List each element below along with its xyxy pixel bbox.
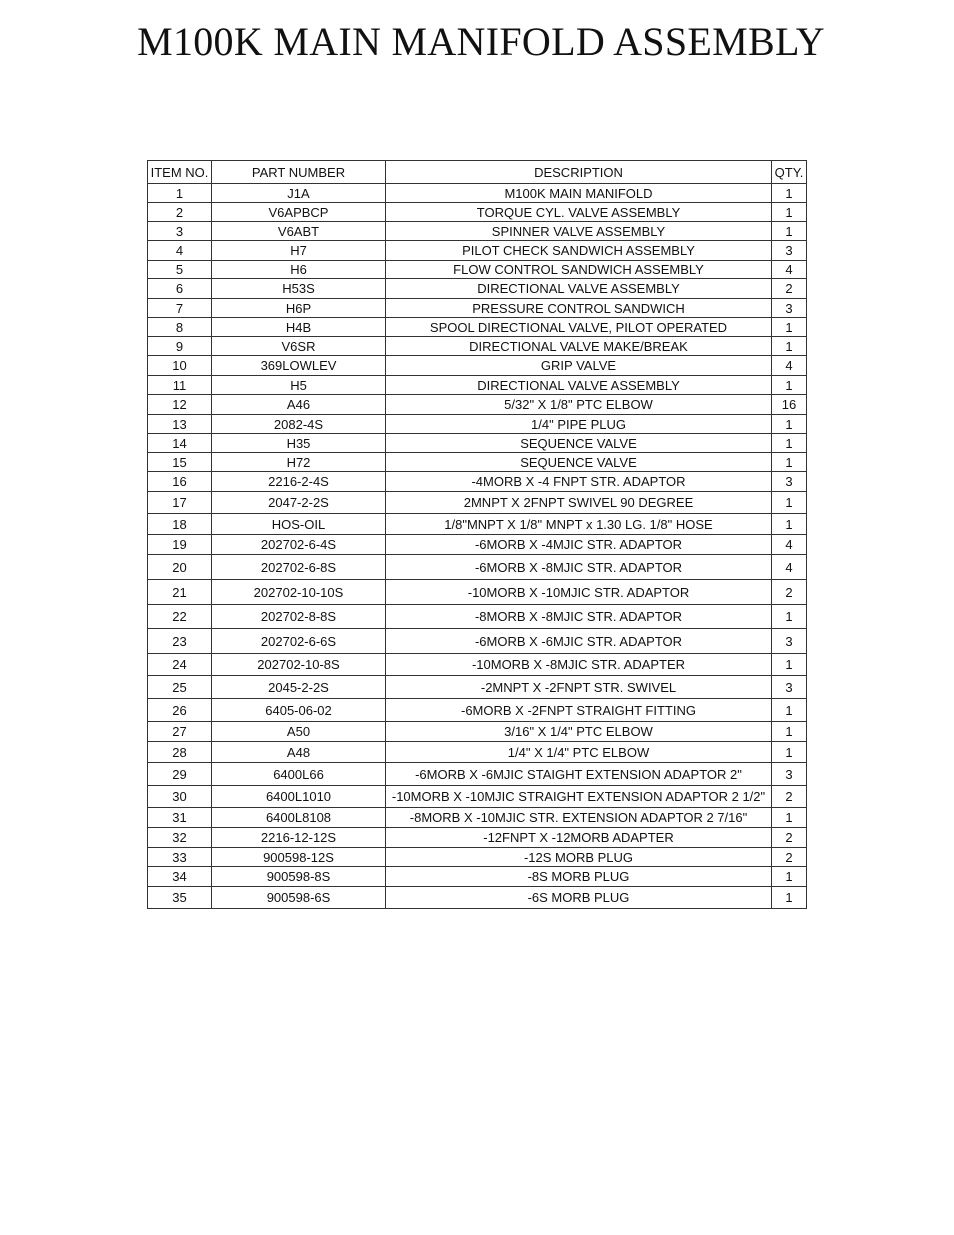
cell-item-no: 14 bbox=[148, 434, 212, 453]
cell-qty: 3 bbox=[772, 241, 807, 261]
table-header-row bbox=[148, 161, 807, 184]
table-row bbox=[148, 376, 807, 395]
table-row bbox=[148, 535, 807, 555]
cell-qty: 1 bbox=[772, 337, 807, 356]
cell-description: PILOT CHECK SANDWICH ASSEMBLY bbox=[386, 241, 772, 261]
table-row bbox=[148, 828, 807, 848]
page-title: M100K MAIN MANIFOLD ASSEMBLY bbox=[137, 19, 825, 64]
cell-item-no: 19 bbox=[148, 535, 212, 555]
cell-part-number: 900598-8S bbox=[212, 867, 386, 887]
cell-qty: 1 bbox=[772, 654, 807, 676]
cell-description: SEQUENCE VALVE bbox=[386, 453, 772, 472]
table-row bbox=[148, 676, 807, 699]
cell-qty: 4 bbox=[772, 555, 807, 580]
table-row bbox=[148, 580, 807, 605]
cell-qty: 1 bbox=[772, 184, 807, 203]
cell-description: DIRECTIONAL VALVE ASSEMBLY bbox=[386, 279, 772, 299]
cell-item-no: 35 bbox=[148, 887, 212, 909]
cell-item-no: 12 bbox=[148, 395, 212, 415]
cell-description: -4MORB X -4 FNPT STR. ADAPTOR bbox=[386, 472, 772, 492]
table-row bbox=[148, 492, 807, 514]
cell-part-number: 900598-12S bbox=[212, 848, 386, 867]
table-row bbox=[148, 395, 807, 415]
cell-description: SEQUENCE VALVE bbox=[386, 434, 772, 453]
cell-item-no: 18 bbox=[148, 514, 212, 535]
cell-part-number: V6ABT bbox=[212, 222, 386, 241]
cell-item-no: 16 bbox=[148, 472, 212, 492]
cell-description: SPOOL DIRECTIONAL VALVE, PILOT OPERATED bbox=[386, 318, 772, 337]
cell-qty: 1 bbox=[772, 453, 807, 472]
cell-part-number: 6400L8108 bbox=[212, 808, 386, 828]
cell-item-no: 20 bbox=[148, 555, 212, 580]
cell-part-number: 2047-2-2S bbox=[212, 492, 386, 514]
cell-qty: 3 bbox=[772, 472, 807, 492]
cell-qty: 1 bbox=[772, 203, 807, 222]
cell-qty: 4 bbox=[772, 535, 807, 555]
cell-qty: 16 bbox=[772, 395, 807, 415]
bill-of-materials-table bbox=[147, 160, 807, 909]
cell-item-no: 7 bbox=[148, 299, 212, 318]
cell-qty: 1 bbox=[772, 742, 807, 763]
cell-part-number: H5 bbox=[212, 376, 386, 395]
cell-qty: 1 bbox=[772, 605, 807, 629]
cell-part-number: 202702-10-10S bbox=[212, 580, 386, 605]
table-row bbox=[148, 763, 807, 786]
cell-description: -10MORB X -10MJIC STRAIGHT EXTENSION ADAPTOR 2 1/2" bbox=[386, 786, 772, 808]
cell-part-number: H53S bbox=[212, 279, 386, 299]
cell-part-number: 202702-6-4S bbox=[212, 535, 386, 555]
cell-part-number: 202702-6-6S bbox=[212, 629, 386, 654]
cell-part-number: 2216-12-12S bbox=[212, 828, 386, 848]
table-row bbox=[148, 699, 807, 722]
cell-description: -10MORB X -8MJIC STR. ADAPTER bbox=[386, 654, 772, 676]
header-item-no: ITEM NO. bbox=[148, 161, 212, 184]
cell-item-no: 29 bbox=[148, 763, 212, 786]
table-row bbox=[148, 887, 807, 909]
table-row bbox=[148, 786, 807, 808]
cell-qty: 1 bbox=[772, 492, 807, 514]
cell-part-number: 2045-2-2S bbox=[212, 676, 386, 699]
cell-description: 1/8"MNPT X 1/8" MNPT x 1.30 LG. 1/8" HOSE bbox=[386, 514, 772, 535]
cell-qty: 2 bbox=[772, 580, 807, 605]
cell-part-number: 6405-06-02 bbox=[212, 699, 386, 722]
cell-part-number: H6P bbox=[212, 299, 386, 318]
cell-description: -6MORB X -4MJIC STR. ADAPTOR bbox=[386, 535, 772, 555]
table-row bbox=[148, 434, 807, 453]
cell-description: 1/4" PIPE PLUG bbox=[386, 415, 772, 434]
table-row bbox=[148, 356, 807, 376]
cell-item-no: 2 bbox=[148, 203, 212, 222]
cell-item-no: 24 bbox=[148, 654, 212, 676]
cell-part-number: J1A bbox=[212, 184, 386, 203]
cell-part-number: 202702-10-8S bbox=[212, 654, 386, 676]
cell-part-number: 369LOWLEV bbox=[212, 356, 386, 376]
cell-part-number: HOS-OIL bbox=[212, 514, 386, 535]
cell-qty: 2 bbox=[772, 828, 807, 848]
cell-part-number: 2082-4S bbox=[212, 415, 386, 434]
cell-qty: 1 bbox=[772, 222, 807, 241]
cell-description: TORQUE CYL. VALVE ASSEMBLY bbox=[386, 203, 772, 222]
cell-description: -10MORB X -10MJIC STR. ADAPTOR bbox=[386, 580, 772, 605]
table-row bbox=[148, 848, 807, 867]
cell-part-number: H4B bbox=[212, 318, 386, 337]
cell-description: -6MORB X -2FNPT STRAIGHT FITTING bbox=[386, 699, 772, 722]
cell-item-no: 27 bbox=[148, 722, 212, 742]
table-row bbox=[148, 555, 807, 580]
cell-description: M100K MAIN MANIFOLD bbox=[386, 184, 772, 203]
cell-qty: 3 bbox=[772, 676, 807, 699]
cell-qty: 1 bbox=[772, 318, 807, 337]
cell-item-no: 1 bbox=[148, 184, 212, 203]
cell-item-no: 33 bbox=[148, 848, 212, 867]
table-body bbox=[148, 184, 807, 909]
cell-item-no: 9 bbox=[148, 337, 212, 356]
cell-item-no: 10 bbox=[148, 356, 212, 376]
cell-item-no: 4 bbox=[148, 241, 212, 261]
cell-qty: 1 bbox=[772, 699, 807, 722]
cell-qty: 1 bbox=[772, 887, 807, 909]
cell-description: -6MORB X -6MJIC STR. ADAPTOR bbox=[386, 629, 772, 654]
table-row bbox=[148, 654, 807, 676]
cell-item-no: 6 bbox=[148, 279, 212, 299]
table-row bbox=[148, 299, 807, 318]
cell-description: 2MNPT X 2FNPT SWIVEL 90 DEGREE bbox=[386, 492, 772, 514]
table-row bbox=[148, 318, 807, 337]
cell-description: SPINNER VALVE ASSEMBLY bbox=[386, 222, 772, 241]
table-row bbox=[148, 514, 807, 535]
header-qty: QTY. bbox=[772, 161, 807, 184]
cell-part-number: H7 bbox=[212, 241, 386, 261]
table-row bbox=[148, 472, 807, 492]
cell-item-no: 15 bbox=[148, 453, 212, 472]
cell-qty: 2 bbox=[772, 848, 807, 867]
cell-description: DIRECTIONAL VALVE MAKE/BREAK bbox=[386, 337, 772, 356]
cell-description: -12S MORB PLUG bbox=[386, 848, 772, 867]
cell-item-no: 32 bbox=[148, 828, 212, 848]
table-row bbox=[148, 808, 807, 828]
cell-description: -8MORB X -10MJIC STR. EXTENSION ADAPTOR 2 7/16" bbox=[386, 808, 772, 828]
cell-description: -8S MORB PLUG bbox=[386, 867, 772, 887]
cell-description: DIRECTIONAL VALVE ASSEMBLY bbox=[386, 376, 772, 395]
cell-part-number: A46 bbox=[212, 395, 386, 415]
cell-description: -2MNPT X -2FNPT STR. SWIVEL bbox=[386, 676, 772, 699]
table-row bbox=[148, 203, 807, 222]
cell-qty: 1 bbox=[772, 722, 807, 742]
cell-item-no: 11 bbox=[148, 376, 212, 395]
cell-part-number: 2216-2-4S bbox=[212, 472, 386, 492]
cell-part-number: 6400L1010 bbox=[212, 786, 386, 808]
table-row bbox=[148, 867, 807, 887]
cell-item-no: 23 bbox=[148, 629, 212, 654]
cell-part-number: H72 bbox=[212, 453, 386, 472]
table-row bbox=[148, 629, 807, 654]
table-row bbox=[148, 279, 807, 299]
cell-qty: 3 bbox=[772, 629, 807, 654]
table-row bbox=[148, 742, 807, 763]
cell-part-number: A48 bbox=[212, 742, 386, 763]
cell-description: -6S MORB PLUG bbox=[386, 887, 772, 909]
table-row bbox=[148, 261, 807, 279]
cell-qty: 1 bbox=[772, 514, 807, 535]
cell-description: -6MORB X -8MJIC STR. ADAPTOR bbox=[386, 555, 772, 580]
cell-part-number: A50 bbox=[212, 722, 386, 742]
cell-item-no: 13 bbox=[148, 415, 212, 434]
cell-item-no: 3 bbox=[148, 222, 212, 241]
cell-qty: 1 bbox=[772, 808, 807, 828]
header-part-number: PART NUMBER bbox=[212, 161, 386, 184]
table-row bbox=[148, 222, 807, 241]
cell-description: FLOW CONTROL SANDWICH ASSEMBLY bbox=[386, 261, 772, 279]
cell-description: GRIP VALVE bbox=[386, 356, 772, 376]
cell-qty: 4 bbox=[772, 356, 807, 376]
cell-qty: 1 bbox=[772, 434, 807, 453]
cell-item-no: 31 bbox=[148, 808, 212, 828]
cell-item-no: 5 bbox=[148, 261, 212, 279]
cell-qty: 1 bbox=[772, 376, 807, 395]
cell-part-number: V6SR bbox=[212, 337, 386, 356]
cell-description: 3/16" X 1/4" PTC ELBOW bbox=[386, 722, 772, 742]
cell-item-no: 26 bbox=[148, 699, 212, 722]
cell-qty: 1 bbox=[772, 867, 807, 887]
cell-item-no: 34 bbox=[148, 867, 212, 887]
cell-item-no: 28 bbox=[148, 742, 212, 763]
cell-item-no: 22 bbox=[148, 605, 212, 629]
table-row bbox=[148, 337, 807, 356]
cell-part-number: H35 bbox=[212, 434, 386, 453]
cell-item-no: 8 bbox=[148, 318, 212, 337]
cell-part-number: V6APBCP bbox=[212, 203, 386, 222]
cell-item-no: 30 bbox=[148, 786, 212, 808]
cell-qty: 3 bbox=[772, 299, 807, 318]
table-row bbox=[148, 241, 807, 261]
cell-item-no: 17 bbox=[148, 492, 212, 514]
cell-qty: 4 bbox=[772, 261, 807, 279]
cell-item-no: 25 bbox=[148, 676, 212, 699]
cell-description: -6MORB X -6MJIC STAIGHT EXTENSION ADAPTOR 2" bbox=[386, 763, 772, 786]
cell-description: 1/4" X 1/4" PTC ELBOW bbox=[386, 742, 772, 763]
cell-qty: 2 bbox=[772, 279, 807, 299]
cell-part-number: H6 bbox=[212, 261, 386, 279]
cell-qty: 1 bbox=[772, 415, 807, 434]
cell-description: PRESSURE CONTROL SANDWICH bbox=[386, 299, 772, 318]
cell-description: -8MORB X -8MJIC STR. ADAPTOR bbox=[386, 605, 772, 629]
cell-part-number: 900598-6S bbox=[212, 887, 386, 909]
cell-qty: 2 bbox=[772, 786, 807, 808]
table-row bbox=[148, 722, 807, 742]
cell-description: -12FNPT X -12MORB ADAPTER bbox=[386, 828, 772, 848]
cell-part-number: 202702-8-8S bbox=[212, 605, 386, 629]
cell-description: 5/32" X 1/8" PTC ELBOW bbox=[386, 395, 772, 415]
table-row bbox=[148, 453, 807, 472]
cell-item-no: 21 bbox=[148, 580, 212, 605]
table-row bbox=[148, 415, 807, 434]
cell-part-number: 202702-6-8S bbox=[212, 555, 386, 580]
cell-part-number: 6400L66 bbox=[212, 763, 386, 786]
table-row bbox=[148, 605, 807, 629]
header-description: DESCRIPTION bbox=[386, 161, 772, 184]
cell-qty: 3 bbox=[772, 763, 807, 786]
table-row bbox=[148, 184, 807, 203]
